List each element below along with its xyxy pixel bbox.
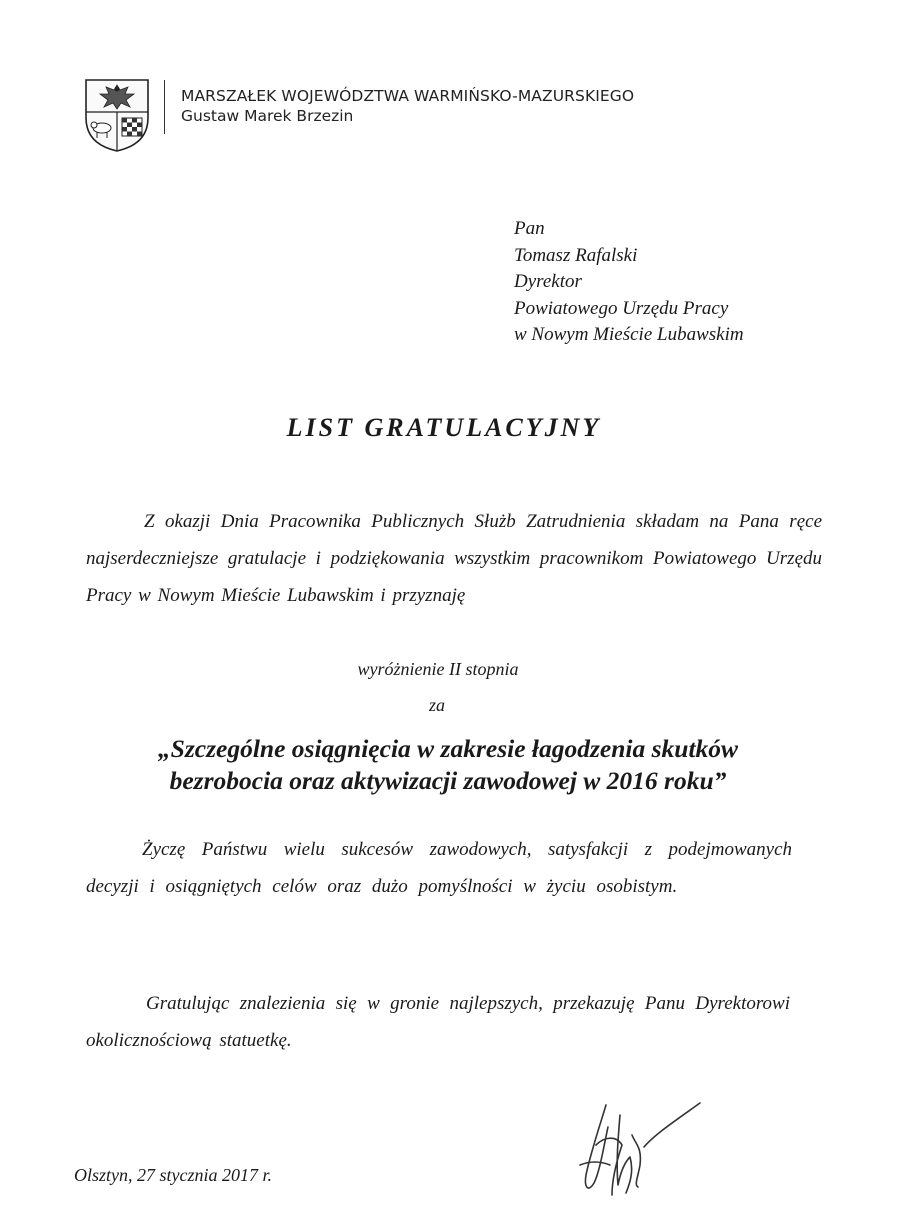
letter-title: LIST GRATULACYJNY: [286, 413, 602, 442]
award-for-label: za: [428, 695, 445, 715]
recipient-salutation: Pan: [514, 218, 545, 239]
recipient-location: w Nowym Mieście Lubawskim: [514, 324, 744, 345]
body-paragraph-intro: Z okazji Dnia Pracownika Publicznych Służb Zatrudnienia składam na Pana ręce najserdeczniejsze gratulacje i podziękowania wszystkim pracownikom Powiatowego Urzędu Pracy w Nowym Mieście Lubawskim i przyznaję: [86, 511, 822, 606]
award-reason-quote: [0, 733, 904, 797]
body-paragraph-wishes: Życzę Państwu wielu sukcesów zawodowych, satysfakcji z podejmowanych decyzji i osiągniętych celów oraz dużo pomyślności w życiu osobistym.: [86, 839, 792, 897]
letterhead-divider: [164, 80, 165, 134]
recipient-block: [514, 216, 744, 349]
quote-line-2: bezrobocia oraz aktywizacji zawodowej w 2016 roku”: [169, 766, 727, 795]
award-name: wyróżnienie II stopnia: [357, 659, 519, 679]
quote-line-1: „Szczególne osiągnięcia w zakresie łagodzenia skutków: [157, 734, 739, 763]
org-name: MARSZAŁEK WOJEWÓDZTWA WARMIŃSKO-MAZURSKIEGO: [181, 87, 635, 105]
marshal-name: Gustaw Marek Brzezin: [181, 107, 354, 125]
body-paragraph-statuette: Gratulując znalezienia się w gronie najlepszych, przekazuję Panu Dyrektorowi okolicznościową statuetkę.: [86, 993, 790, 1051]
recipient-name: Tomasz Rafalski: [514, 244, 638, 266]
recipient-position: Dyrektor: [514, 271, 582, 292]
coat-of-arms-icon: [82, 76, 152, 154]
handwritten-signature-icon: [560, 1075, 710, 1205]
recipient-institution: Powiatowego Urzędu Pracy: [514, 297, 729, 319]
place-and-date: Olsztyn, 27 stycznia 2017 r.: [74, 1165, 272, 1185]
